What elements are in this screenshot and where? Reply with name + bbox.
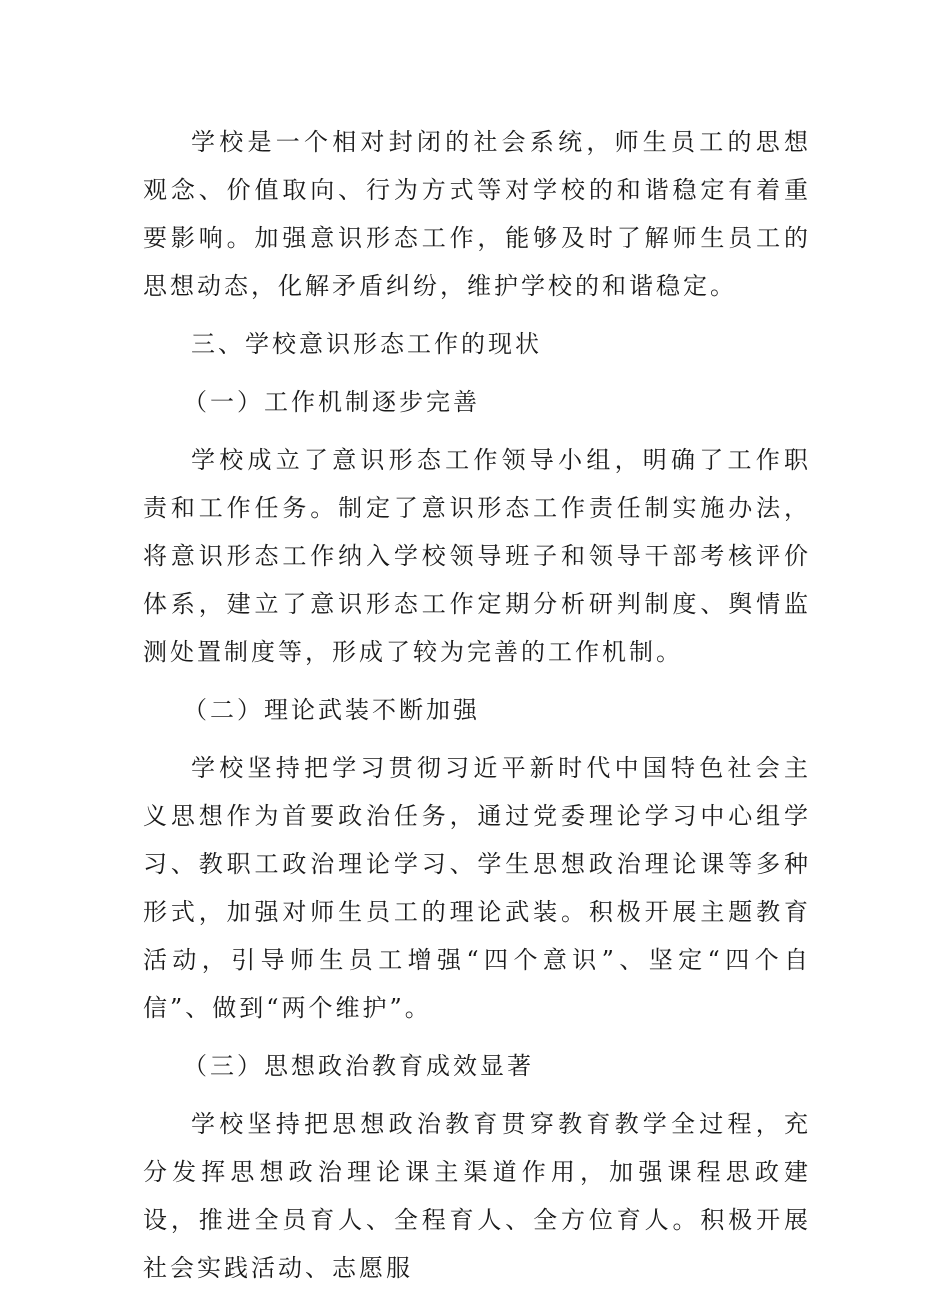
subsection-heading: （一）工作机制逐步完善 <box>183 388 480 416</box>
spacer <box>143 676 811 686</box>
spacer <box>143 310 811 320</box>
body-paragraph: 学校是一个相对封闭的社会系统，师生员工的思想观念、价值取向、行为方式等对学校的和谐稳定有着重要影响。加强意识形态工作，能够及时了解师生员工的思想动态，化解矛盾纠纷，维护学校的和谐稳定。 <box>143 128 811 300</box>
spacer <box>143 368 811 378</box>
body-paragraph: 学校坚持把学习贯彻习近平新时代中国特色社会主义思想作为首要政治任务，通过党委理论学习中心组学习、教职工政治理论学习、学生思想政治理论课等多种形式，加强对师生员工的理论武装。积极开展主题教育活动，引导师生员工增强“四个意识”、坚定“四个自信”、做到“两个维护”。 <box>143 754 811 1022</box>
body-paragraph: 学校成立了意识形态工作领导小组，明确了工作职责和工作任务。制定了意识形态工作责任制实施办法，将意识形态工作纳入学校领导班子和领导干部考核评价体系，建立了意识形态工作定期分析研判制度、舆情监测处置制度等，形成了较为完善的工作机制。 <box>143 446 811 666</box>
spacer <box>143 734 811 744</box>
section-heading: 三、学校意识形态工作的现状 <box>191 330 542 358</box>
spacer <box>143 1032 811 1042</box>
spacer <box>143 1090 811 1100</box>
subsection-heading: （三）思想政治教育成效显著 <box>183 1052 534 1080</box>
body-paragraph: 学校坚持把思想政治教育贯穿教育教学全过程，充分发挥思想政治理论课主渠道作用，加强课程思政建设，推进全员育人、全程育人、全方位育人。积极开展社会实践活动、志愿服 <box>143 1110 811 1282</box>
subsection-heading: （二）理论武装不断加强 <box>183 696 480 724</box>
document-page <box>143 118 811 1292</box>
spacer <box>143 426 811 436</box>
